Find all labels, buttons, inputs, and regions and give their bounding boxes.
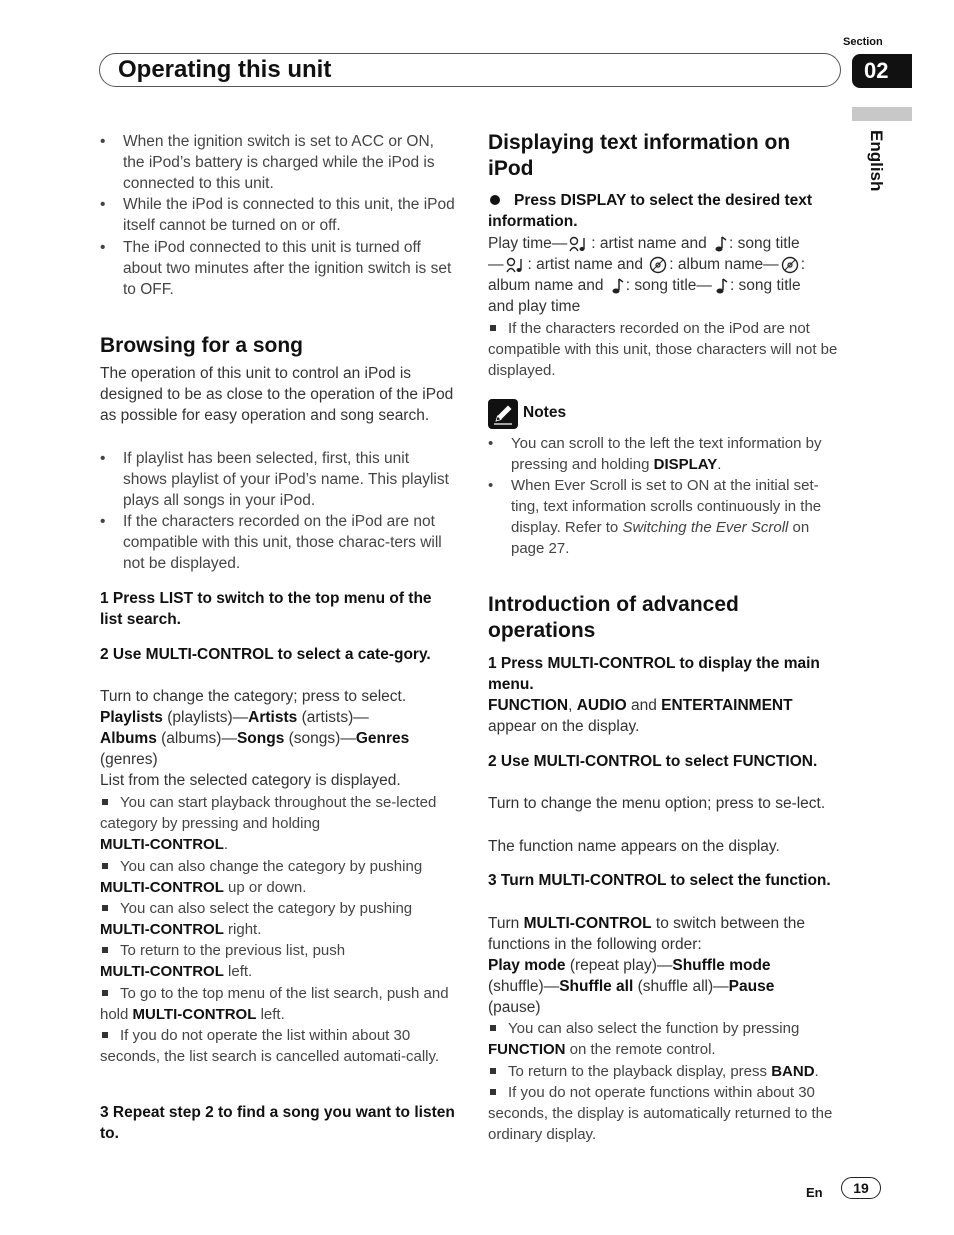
note: To go to the top menu of the list search, push and hold MULTI-CONTROL left. [100, 985, 449, 1023]
list-item: • You can scroll to the left the text information by pressing and holding DISPLAY. [488, 435, 822, 473]
adv-step-3: 3 Turn MULTI-CONTROL to select the function. [488, 872, 831, 889]
language-label [862, 130, 886, 210]
list-item: • If playlist has been selected, first, this unit shows playlist of your iPod’s name. This playlist plays all songs in your iPod. [100, 450, 449, 509]
display-heading: Displaying text information on iPod [488, 131, 791, 180]
adv-step-2-text-2: The function name appears on the display. [488, 838, 780, 855]
adv-step-2-text-1: Turn to change the menu option; press to se-lect. [488, 795, 826, 812]
note: You can also select the function by pressing FUNCTION on the remote control. [488, 1020, 800, 1058]
list-item: • When Ever Scroll is set to ON at the initial set-ting, text information scrolls continuously in the display. Refer to Switching the Ever Scroll on page 27. [488, 477, 822, 557]
browsing-paragraph: The operation of this unit to control an iPod is designed to be as close to the operation of the iPod as possible for easy operation and song search. [100, 365, 454, 424]
list-text: List from the selected category is displayed. [100, 772, 401, 789]
notes-label: Notes [523, 404, 567, 421]
adv-step-2: 2 Use MULTI-CONTROL to select FUNCTION. [488, 753, 818, 770]
browsing-heading: Browsing for a song [100, 334, 304, 357]
advanced-heading: Introduction of advanced operations [488, 593, 739, 642]
display-sequence: Play time— : artist name and : song title — : artist name and : album name— : album name and : song title— : song title and play time [488, 235, 805, 315]
note: To return to the playback display, press BAND. [488, 1061, 840, 1082]
list-item: • While the iPod is connected to this unit, the iPod itself cannot be turned on or off. [100, 196, 455, 234]
step-2-text: Turn to change the category; press to select. [100, 688, 407, 705]
note: You can also change the category by pushing MULTI-CONTROL up or down. [100, 858, 423, 896]
artist-song-icon [569, 235, 589, 253]
album-icon [781, 256, 799, 274]
note: You can also select the category by pushing MULTI-CONTROL right. [100, 900, 413, 938]
section-badge: 02 [852, 54, 912, 88]
step-1: 1 Press LIST to switch to the top menu of the list search. [100, 590, 432, 628]
adv-step-3-text: Turn MULTI-CONTROL to switch between the functions in the following order: [488, 915, 805, 953]
display-step: Press DISPLAY to select the desired text information. [488, 192, 813, 230]
adv-step-1: 1 Press MULTI-CONTROL to display the main menu. [488, 655, 820, 693]
notes-pencil-icon [488, 399, 518, 429]
display-note: If the characters recorded on the iPod are not compatible with this unit, those characters will not be displayed. [488, 320, 838, 379]
note: You can start playback throughout the se-lected category by pressing and holding MULTI-CONTROL. [100, 794, 437, 853]
list-item: • The iPod connected to this unit is turned off about two minutes after the ignition switch is set to OFF. [100, 239, 452, 298]
artist-song-icon [506, 256, 526, 274]
note: If you do not operate the list within about 30 seconds, the list search is cancelled automati-cally. [100, 1027, 440, 1065]
step-2: 2 Use MULTI-CONTROL to select a cate-gory. [100, 646, 431, 663]
category-sequence: Playlists (playlists)—Artists (artists)— Albums (albums)—Songs (songs)—Genres (genres) [100, 709, 410, 768]
language-text: English [867, 130, 886, 192]
adv-menu-options: FUNCTION, AUDIO and ENTERTAINMENT appear on the display. [488, 697, 793, 735]
album-icon [649, 256, 667, 274]
list-item: • If the characters recorded on the iPod are not compatible with this unit, those charac-ters will not be displayed. [100, 513, 442, 572]
footer-language: En [806, 1185, 823, 1200]
function-sequence: Play mode (repeat play)—Shuffle mode (shuffle)—Shuffle all (shuffle all)—Pause (pause) [488, 957, 775, 1016]
list-item: • When the ignition switch is set to ACC or ON, the iPod’s battery is charged while the iPod is connected to this unit. [100, 133, 435, 192]
song-icon [714, 277, 728, 295]
song-icon [610, 277, 624, 295]
section-tab-decoration [852, 107, 912, 121]
section-label: Section [843, 36, 883, 48]
page-title: Operating this unit [118, 56, 332, 83]
step-3: 3 Repeat step 2 to find a song you want to listen to. [100, 1104, 455, 1142]
page-number: 19 [841, 1177, 881, 1199]
song-icon [713, 235, 727, 253]
note: If you do not operate functions within about 30 seconds, the display is automatically returned to the ordinary display. [488, 1084, 833, 1143]
note: To return to the previous list, push MULTI-CONTROL left. [100, 942, 346, 980]
